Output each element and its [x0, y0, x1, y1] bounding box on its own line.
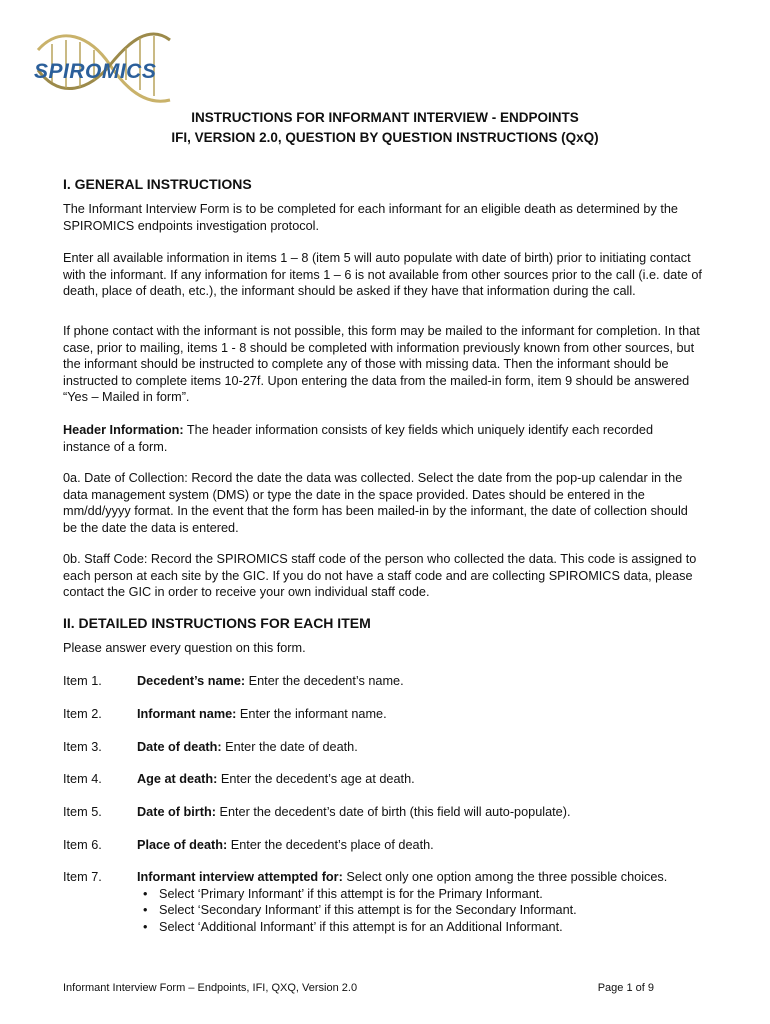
item-label: Age at death: [137, 772, 218, 786]
item-text: Enter the decedent’s age at death. [217, 772, 415, 786]
logo-text: SPIROMICS [34, 60, 157, 83]
item-number: Item 2. [63, 707, 102, 721]
item-text: Enter the date of death. [221, 740, 358, 754]
item-text: Enter the decedent’s place of death. [227, 838, 434, 852]
item-text: Select only one option among the three possible choices. [342, 870, 668, 884]
item-text: Enter the decedent’s date of birth (this field will auto-populate). [215, 805, 571, 819]
item-label: Informant interview attempted for: [137, 870, 343, 884]
header-info-label: Header Information: [63, 423, 184, 437]
item-number: Item 3. [63, 740, 102, 754]
paragraph-items-1-8: Enter all available information in items 1 – 8 (item 5 will auto populate with date of birth) prior to initiating contact with the informant. If any information for items 1 – 6 is not available from other sources prior to the call (i.e. date of death, place of death, etc.), the informant should be asked if they have that information during the call. [63, 251, 702, 298]
paragraph-staff-code: 0b. Staff Code: Record the SPIROMICS staff code of the person who collected the data. This code is assigned to each person at each site by the GIC. If you do not have a staff code and are collecting SPIROMICS data, please contact the GIC in order to receive your own individual staff code. [63, 552, 697, 599]
bullet-icon: • [143, 886, 148, 901]
section-2-heading: II. DETAILED INSTRUCTIONS FOR EACH ITEM [63, 615, 371, 631]
list-item: • Select ‘Secondary Informant’ if this attempt is for the Secondary Informant. [143, 903, 577, 917]
document-title-line-2: IFI, VERSION 2.0, QUESTION BY QUESTION INSTRUCTIONS (QxQ) [171, 130, 599, 145]
item-label: Decedent’s name: [137, 674, 246, 688]
bullet-icon: • [143, 919, 148, 934]
paragraph-intro: The Informant Interview Form is to be completed for each informant for an eligible death as determined by the SPIROMICS endpoints investigation protocol. [63, 202, 678, 233]
paragraph-header-info [63, 422, 703, 455]
list-item: • Select ‘Primary Informant’ if this attempt is for the Primary Informant. [143, 886, 543, 901]
item-number: Item 7. [63, 870, 102, 884]
bullet-icon: • [143, 903, 148, 917]
item-text: Enter the informant name. [236, 707, 387, 721]
list-item: • Select ‘Additional Informant’ if this attempt is for an Additional Informant. [143, 919, 563, 934]
item-label: Date of death: [137, 740, 222, 754]
item-label: Place of death: [137, 838, 228, 852]
item-label: Informant name: [137, 707, 237, 721]
item-number: Item 1. [63, 674, 102, 688]
item-7-options [137, 886, 703, 936]
section-1-heading: I. GENERAL INSTRUCTIONS [63, 176, 252, 192]
item-number: Item 5. [63, 805, 102, 819]
footer-document-name: Informant Interview Form – Endpoints, IFI, QXQ, Version 2.0 [63, 982, 358, 994]
paragraph-date-of-collection: 0a. Date of Collection: Record the date the data was collected. Select the date from the pop-up calendar in the data management system (DMS) or type the date in the space provided. Dates should be entered in the mm/dd/yyyy format. In the event that the form has been mailed-in by the informant, the date of collection should be the date the data is entered. [63, 471, 688, 535]
document-title-line-1: INSTRUCTIONS FOR INFORMANT INTERVIEW - ENDPOINTS [191, 110, 579, 125]
paragraph-mail-in: If phone contact with the informant is not possible, this form may be mailed to the informant for completion. In that case, prior to mailing, items 1 - 8 should be completed with information previously known from other sources, but the informant should be instructed to complete any of those with missing data. Then the informant should be instructed to complete items 10-27f. Upon entering the data from the mailed-in form, item 9 should be answered “Yes – Mailed in form”. [63, 324, 700, 404]
footer-page-number: Page 1 of 9 [597, 982, 654, 994]
item-text: Enter the decedent’s name. [245, 674, 404, 688]
section-2-intro: Please answer every question on this form. [63, 641, 306, 655]
item-number: Item 4. [63, 772, 102, 786]
item-label: Date of birth: [137, 805, 216, 819]
item-number: Item 6. [63, 838, 102, 852]
header-info-text: The header information consists of key fields which uniquely identify each recorded instance of a form. [63, 423, 654, 454]
